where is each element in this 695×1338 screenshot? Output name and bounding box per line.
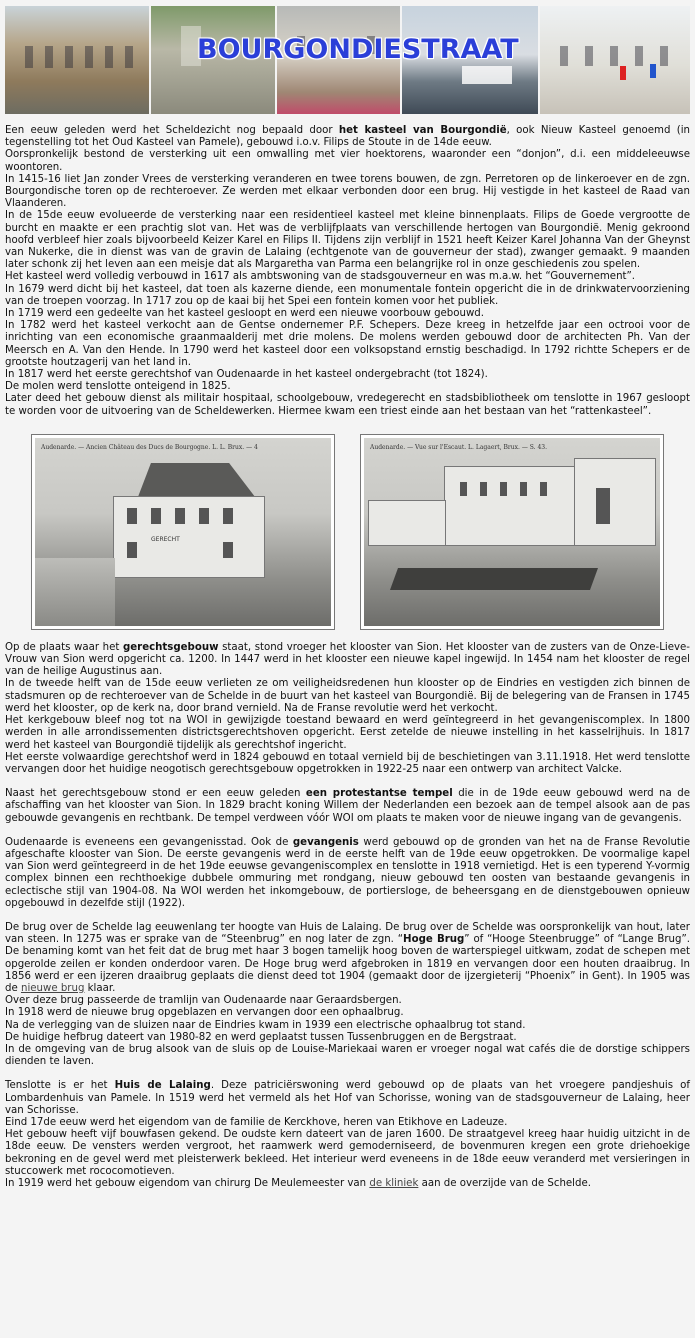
lalaing-line: Eind 17de eeuw werd het eigendom van de familie de Kerckhove, heren van Etikhove en Ladeuze. xyxy=(5,1116,508,1128)
paragraph: Het eerste volwaardige gerechtshof werd in 1824 gebouwd en totaal vernield bij de beschietingen van 3.11.1918. Het werd tenslotte vervangen door het huidige neogotisch gerechtsgebouw opgetrokken in 1922-25 naar een ontwerp van architect Valcke. xyxy=(5,751,690,775)
banner-photo-mansion xyxy=(540,6,690,114)
paragraph: In 1719 werd een gedeelte van het kasteel gesloopt en werd een nieuwe voorbouw gebouwd. xyxy=(5,308,485,320)
photo-caption-left: Audenarde. — Ancien Château des Ducs de Bourgogne. L. L. Brux. — 4 xyxy=(41,443,258,451)
section-gerechtsgebouw xyxy=(5,642,690,776)
banner xyxy=(5,6,690,114)
article-body xyxy=(5,125,690,1190)
brug-line: Na de verlegging van de sluizen naar de Eindries kwam in 1939 een electrische ophaalbrug tot stand. xyxy=(5,1019,526,1031)
para-tempel: Naast het gerechtsgebouw stond er een eeuw geleden een protestantse tempel die in de 19de eeuw gebouwd werd na de afschaffing van het klooster van Sion. In 1829 bracht koning Willem der Nederlanden een bezoek aan de tempel alsook aan de pas gebouwde gevangenis en rechtbank. De tempel verdween vóór WOI om plaats te maken voor de nieuwe ingang van de gevangenis. xyxy=(5,788,690,824)
paragraph: In 1782 werd het kasteel verkocht aan de Gentse ondernemer P.F. Schepers. Deze kreeg in hetzelfde jaar een octrooi voor de inrichting van een economische graanmaalderij met drie molens. De molens werden gebouwd door de architecten Ph. Van der Meersch en A. Van den Hende. In 1790 werd het kasteel door een volksopstand ernstig beschadigd. In 1792 richtte Schepers er de grootste houtzagerij van het land in. xyxy=(5,320,690,368)
paragraph: Op de plaats waar het gerechtsgebouw staat, stond vroeger het klooster van Sion. Het klooster van de zusters van de Onze-Lieve-Vrouw van Sion werd opgericht ca. 1200. In 1447 werd in het klooster een nieuwe kapel ingewijd. In 1454 nam het klooster de regel van de heilige Augustinus aan. xyxy=(5,641,690,678)
paragraph: In 1415-16 liet Jan zonder Vrees de versterking veranderen en twee torens bouwen, de zgn. Perretoren op de linkeroever en de zgn. Bourgondische toren op de rechteroever. Ze werden met elkaar verbonden door een brug. Hij vestigde in het kasteel de Raad van Vlaanderen. xyxy=(5,173,690,210)
paragraph: Het kerkgebouw bleef nog tot na WOI in gewijzigde toestand bewaard en werd geïntegreerd in het gevangeniscomplex. In 1800 werden in alle arrondissementen districtsgerechtshoven opgericht. Eerst zetelde de nieuwe instelling in het kasselrijhuis. In 1817 werd het kasteel van Bourgondië tijdelijk als gerechtshof ingericht. xyxy=(5,715,690,751)
paragraph: In de 15de eeuw evolueerde de versterking naar een residentieel kasteel met kleine binnenplaats. Filips de Goede vergrootte de burcht en maakte er een prachtig slot van. Het was de verblijfplaats van verschillende hertogen van Bourgondië. Menig gekroond hoofd verbleef hier zoals bijvoorbeeld Keizer Karel en Filips II. Tijdens zijn verblijf in 1521 heeft Keizer Karel Johanna Van der Gheynst van Nukerke, die in dienst was van de gravin de Lalaing (echtgenote van de gouverneur der stad), zwanger gemaakt. 9 maanden later schonk zij het leven aan een meisje dat als Margaretha van Parma een belangrijke rol in onze geschiedenis zou spelen. xyxy=(5,210,690,271)
brug-line: In de omgeving van de brug alsook van de sluis op de Louise-Mariekaai waren er vroeger nogal wat cafés die de dorstige schippers dienden te laven. xyxy=(5,1043,690,1068)
brug-line: In 1918 werd de nieuwe brug opgeblazen en vervangen door een ophaalbrug. xyxy=(5,1007,404,1019)
photo-row xyxy=(5,434,690,630)
para-gevangenis: Oudenaarde is eveneens een gevangenisstad. Ook de gevangenis werd gebouwd op de gronden van het na de Franse Revolutie afgeschafte klooster van Sion. De eerste gevangenis werd in de eerste helft van de 19de eeuw opgetrokken. De voormalige kapel van Sion werd geïntegreerd in de het 19de eeuwse gevangeniscomplex en tenslotte in 1918 vernietigd. Het is een typerend Y-vormig complex binnen een rechthoekige dubbele ommuring met rondgang, nieuw gebouwd ten oosten van bestaande gevangenis in eclectische stijl van 1904-08. Na WOI werden het inkomgebouw, de portiersloge, de beheersgang en de dienstgebouwen opnieuw opgebouwd in dezelfde stijl (1922). xyxy=(5,836,691,909)
paragraph: In 1817 werd het eerste gerechtshof van Oudenaarde in het kasteel ondergebracht (tot 1824). xyxy=(5,369,488,381)
paragraph: In de tweede helft van de 15de eeuw verlieten ze om veiligheidsredenen hun klooster op de Eindries en vestigden zich binnen de stadsmuren op de rechteroever van de Schelde in de buurt van het kasteel van Bourgondië. Bij de belegering van de Fransen in 1745 werd het klooster, op de kerk na, door brand vernield. Na de Franse revolutie werd het verkocht. xyxy=(5,678,690,714)
lalaing-line: Het gebouw heeft vijf bouwfasen gekend. De oudste kern dateert van de jaren 1600. De straatgevel kreeg haar huidig uitzicht in de 18de eeuw. De vensters werden vergroot, het raamwerk werd gemoderniseerd, de bovenmuren kregen een grote driehoekige bekroning en de gevel werd met pleisterwerk bekleed. Het interieur werd eveneens in de 18de eeuw veranderd met versieringen in stuccowerk met rococomotieven. xyxy=(5,1129,690,1177)
brug-line: Over deze brug passeerde de tramlijn van Oudenaarde naar Geraardsbergen. xyxy=(5,995,402,1007)
paragraph: Het kasteel werd volledig verbouwd in 1617 als ambtswoning van de stadsgouverneur en was m.a.w. het “Gouvernement”. xyxy=(5,271,636,283)
photo-river-postcard xyxy=(360,434,664,630)
section-kasteel xyxy=(5,125,690,418)
brug-line: De huidige hefbrug dateert van 1980-82 en werd geplaatst tussen Tussenbruggen en de Bergstraat. xyxy=(5,1031,517,1043)
photo-castle-postcard xyxy=(31,434,335,630)
para-lalaing: Tenslotte is er het Huis de Lalaing. Deze patriciërswoning werd gebouwd op de plaats van het vroegere pandjeshuis of Lombardenhuis van Pamele. In 1519 werd het vermeld als het Hof van Schorisse, woning van de stadsgouverneur de Lalaing, heer van Schorisse. xyxy=(5,1080,691,1116)
link-de-kliniek[interactable]: de kliniek xyxy=(369,1178,419,1189)
para-brug: De brug over de Schelde lag eeuwenlang ter hoogte van Huis de Lalaing. De brug over de Schelde was oorspronkelijk van hout, later van steen. In 1275 was er sprake van de “Steenbrug” en nog later de zgn. “Hoge Brug” of “Hooge Steenbrugge” of “Lange Brug”. De benaming komt van het feit dat de brug met haar 3 bogen tamelijk hoog boven de warterspiegel uitkwam, zodat de schepen met opgerolde zeilen er konden onderdoor varen. De Hoge brug werd afgebroken in 1819 en vervangen door een houten draaibrug. In 1856 werd er een ijzeren draaibrug geplaats die dienst deed tot 1904 (gemaakt door de ijzergieterij “Phoenix” in Gent). In 1905 was de nieuwe brug klaar. xyxy=(5,921,690,994)
page-title: BOURGONDIESTRAAT xyxy=(197,34,519,65)
paragraph: Een eeuw geleden werd het Scheldezicht nog bepaald door het kasteel van Bourgondië, ook Nieuw Kasteel genoemd (in tegenstelling tot het Oud Kasteel van Pamele), gebouwd i.o.v. Filips de Stoute in de 14de eeuw. xyxy=(5,125,690,149)
photo-caption-right: Audenarde. — Vue sur l'Escaut. L. Lagaert, Brux. — S. 43. xyxy=(370,443,547,451)
banner-photo-town-hall xyxy=(5,6,149,114)
paragraph: In 1679 werd dicht bij het kasteel, dat toen als kazerne diende, een monumentale fontein opgericht die in de drinkwatervoorziening van de troepen voorzag. In 1717 zou op de kaai bij het Spei een fontein komen voor het publiek. xyxy=(5,283,690,307)
para-last: In 1919 werd het gebouw eigendom van chirurg De Meulemeester van de kliniek aan de overzijde van de Schelde. xyxy=(5,1178,591,1189)
paragraph: Later deed het gebouw dienst als militair hospitaal, schoolgebouw, vredegerecht en stadsbibliotheek om tenslotte in 1967 gesloopt te worden voor de uitvoering van de Scheldewerken. Hiermee kwam een triest einde aan het bestaan van het “rattenkasteel”. xyxy=(5,393,690,417)
link-nieuwe-brug[interactable]: nieuwe brug xyxy=(20,982,85,994)
paragraph: De molen werd tenslotte onteigend in 1825. xyxy=(5,381,231,393)
paragraph: Oorspronkelijk bestond de versterking uit een omwalling met vier hoektorens, waaronder een “donjon”, d.i. een middeleeuwse woontoren. xyxy=(5,149,690,173)
photo-sign-gerecht: GERECHT xyxy=(151,535,180,543)
